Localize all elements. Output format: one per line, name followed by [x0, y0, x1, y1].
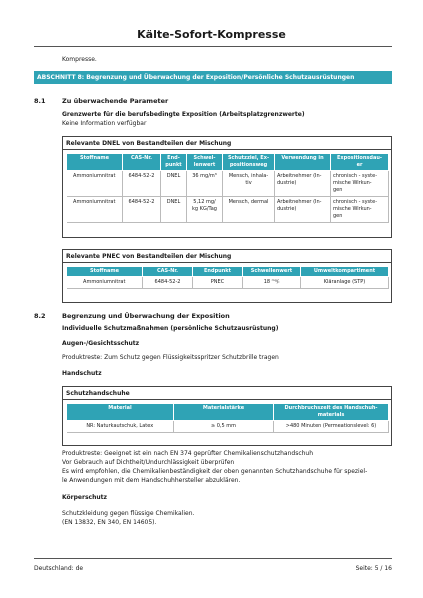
- dnel-cell: Ammoniumnitrat: [67, 171, 123, 197]
- subsection-8-1-title: Zu überwachende Parameter: [62, 97, 169, 105]
- pnec-cell: 18 ᵐᵍ/ₗ: [243, 277, 301, 289]
- dnel-header-cell: CAS-Nr.: [123, 154, 161, 171]
- dnel-cell: Ammoniumnitrat: [67, 197, 123, 223]
- page-title: Kälte-Sofort-Kompresse: [137, 28, 286, 41]
- section-8-bar: ABSCHNITT 8: Begrenzung und Überwachung der Exposition/Persönliche Schutzausrüstungen: [34, 71, 392, 84]
- pnec-cell: Kläranlage (STP): [301, 277, 389, 289]
- hand-note-3: Es wird empfohlen, die Chemikalienbeständigkeit der oben genannten Schutzhandschuhe für speziel-: [62, 468, 368, 475]
- dnel-cell: 36 mg/m³: [187, 171, 223, 197]
- footer-country: Deutschland: de: [34, 565, 84, 572]
- pnec-header-cell: Schwellenwert: [243, 267, 301, 277]
- footer-page-number: Seite: 5 / 16: [355, 565, 392, 572]
- table-row: [67, 421, 389, 433]
- dnel-header-cell: Schutzziel, Ex- positionsweg: [223, 154, 275, 171]
- dnel-header-cell: Verwendung in: [275, 154, 331, 171]
- dnel-cell: DNEL: [161, 171, 187, 197]
- eye-protection-text: Produktreste: Zum Schutz gegen Flüssigkeitsspritzer Schutzbrille tragen: [62, 354, 279, 361]
- gloves-table: [66, 403, 389, 433]
- dnel-cell: Mensch, dermal: [223, 197, 275, 223]
- pnec-table-box: [62, 249, 392, 303]
- dnel-cell: chronisch - syste- mische Wirkun- gen: [331, 171, 389, 197]
- dnel-table: [66, 153, 389, 223]
- table-row: [67, 197, 389, 223]
- body-note-1: Schutzkleidung gegen flüssige Chemikalien.: [62, 510, 195, 517]
- gloves-header-cell: Durchbruchszeit des Handschuh- materials: [274, 404, 389, 421]
- subsection-8-2-number: 8.2: [34, 312, 46, 320]
- gloves-table-title: Schutzhandschuhe: [63, 387, 391, 400]
- pnec-header-cell: Umweltkompartiment: [301, 267, 389, 277]
- limits-note: Keine Information verfügbar: [62, 120, 147, 127]
- subsection-8-1-number: 8.1: [34, 97, 46, 105]
- body-protection-heading: Körperschutz: [62, 494, 107, 501]
- dnel-header-cell: End- punkt: [161, 154, 187, 171]
- dnel-table-title: Relevante DNEL von Bestandteilen der Mischung: [63, 137, 391, 150]
- intro-text: Kompresse.: [62, 56, 97, 63]
- gloves-header-cell: Materialstärke: [174, 404, 274, 421]
- body-note-2: (EN 13832, EN 340, EN 14605).: [62, 519, 157, 526]
- pnec-cell: Ammoniumnitrat: [67, 277, 143, 289]
- table-row: [67, 277, 389, 289]
- eye-protection-heading: Augen-/Gesichtsschutz: [62, 340, 140, 347]
- dnel-header-cell: Expositionsdau- er: [331, 154, 389, 171]
- pnec-cell: 6484-52-2: [143, 277, 193, 289]
- footer-divider: [34, 558, 392, 559]
- gloves-cell: ≥ 0,5 mm: [174, 421, 274, 433]
- pnec-table-title: Relevante PNEC von Bestandteilen der Mischung: [63, 250, 391, 263]
- gloves-cell: >480 Minuten (Permeationslevel: 6): [274, 421, 389, 433]
- dnel-cell: 5,12 mg/ kg KG/Tag: [187, 197, 223, 223]
- gloves-cell: NR: Naturkautschuk, Latex: [67, 421, 174, 433]
- hand-note-1: Produktreste: Geeignet ist ein nach EN 374 geprüfter Chemikalienschutzhandschuh: [62, 450, 314, 457]
- ppe-heading: Individuelle Schutzmaßnahmen (persönliche Schutzausrüstung): [62, 325, 279, 332]
- pnec-header-cell: Stoffname: [67, 267, 143, 277]
- table-row: [67, 171, 389, 197]
- dnel-table-box: [62, 136, 392, 238]
- dnel-cell: 6484-52-2: [123, 171, 161, 197]
- dnel-cell: DNEL: [161, 197, 187, 223]
- dnel-cell: chronisch - syste- mische Wirkun- gen: [331, 197, 389, 223]
- dnel-cell: Arbeitnehmer (In- dustrie): [275, 197, 331, 223]
- hand-note-4: le Anwendungen mit dem Handschuhhersteller abzuklären.: [62, 477, 241, 484]
- dnel-cell: 6484-52-2: [123, 197, 161, 223]
- pnec-header-cell: Endpunkt: [193, 267, 243, 277]
- dnel-header-cell: Schwel- lenwert: [187, 154, 223, 171]
- title-divider: [34, 46, 392, 47]
- dnel-cell: Arbeitnehmer (In- dustrie): [275, 171, 331, 197]
- dnel-header-cell: Stoffname: [67, 154, 123, 171]
- gloves-table-box: [62, 386, 392, 446]
- hand-note-2: Vor Gebrauch auf Dichtheit/Undurchlässigkeit überprüfen: [62, 459, 235, 466]
- dnel-cell: Mensch, inhala- tiv: [223, 171, 275, 197]
- pnec-header-cell: CAS-Nr.: [143, 267, 193, 277]
- pnec-table: [66, 266, 389, 289]
- gloves-header-cell: Material: [67, 404, 174, 421]
- limits-heading: Grenzwerte für die berufsbedingte Exposition (Arbeitsplatzgrenzwerte): [62, 111, 305, 118]
- hand-protection-heading: Handschutz: [62, 370, 102, 377]
- pnec-cell: PNEC: [193, 277, 243, 289]
- subsection-8-2-title: Begrenzung und Überwachung der Exposition: [62, 312, 230, 320]
